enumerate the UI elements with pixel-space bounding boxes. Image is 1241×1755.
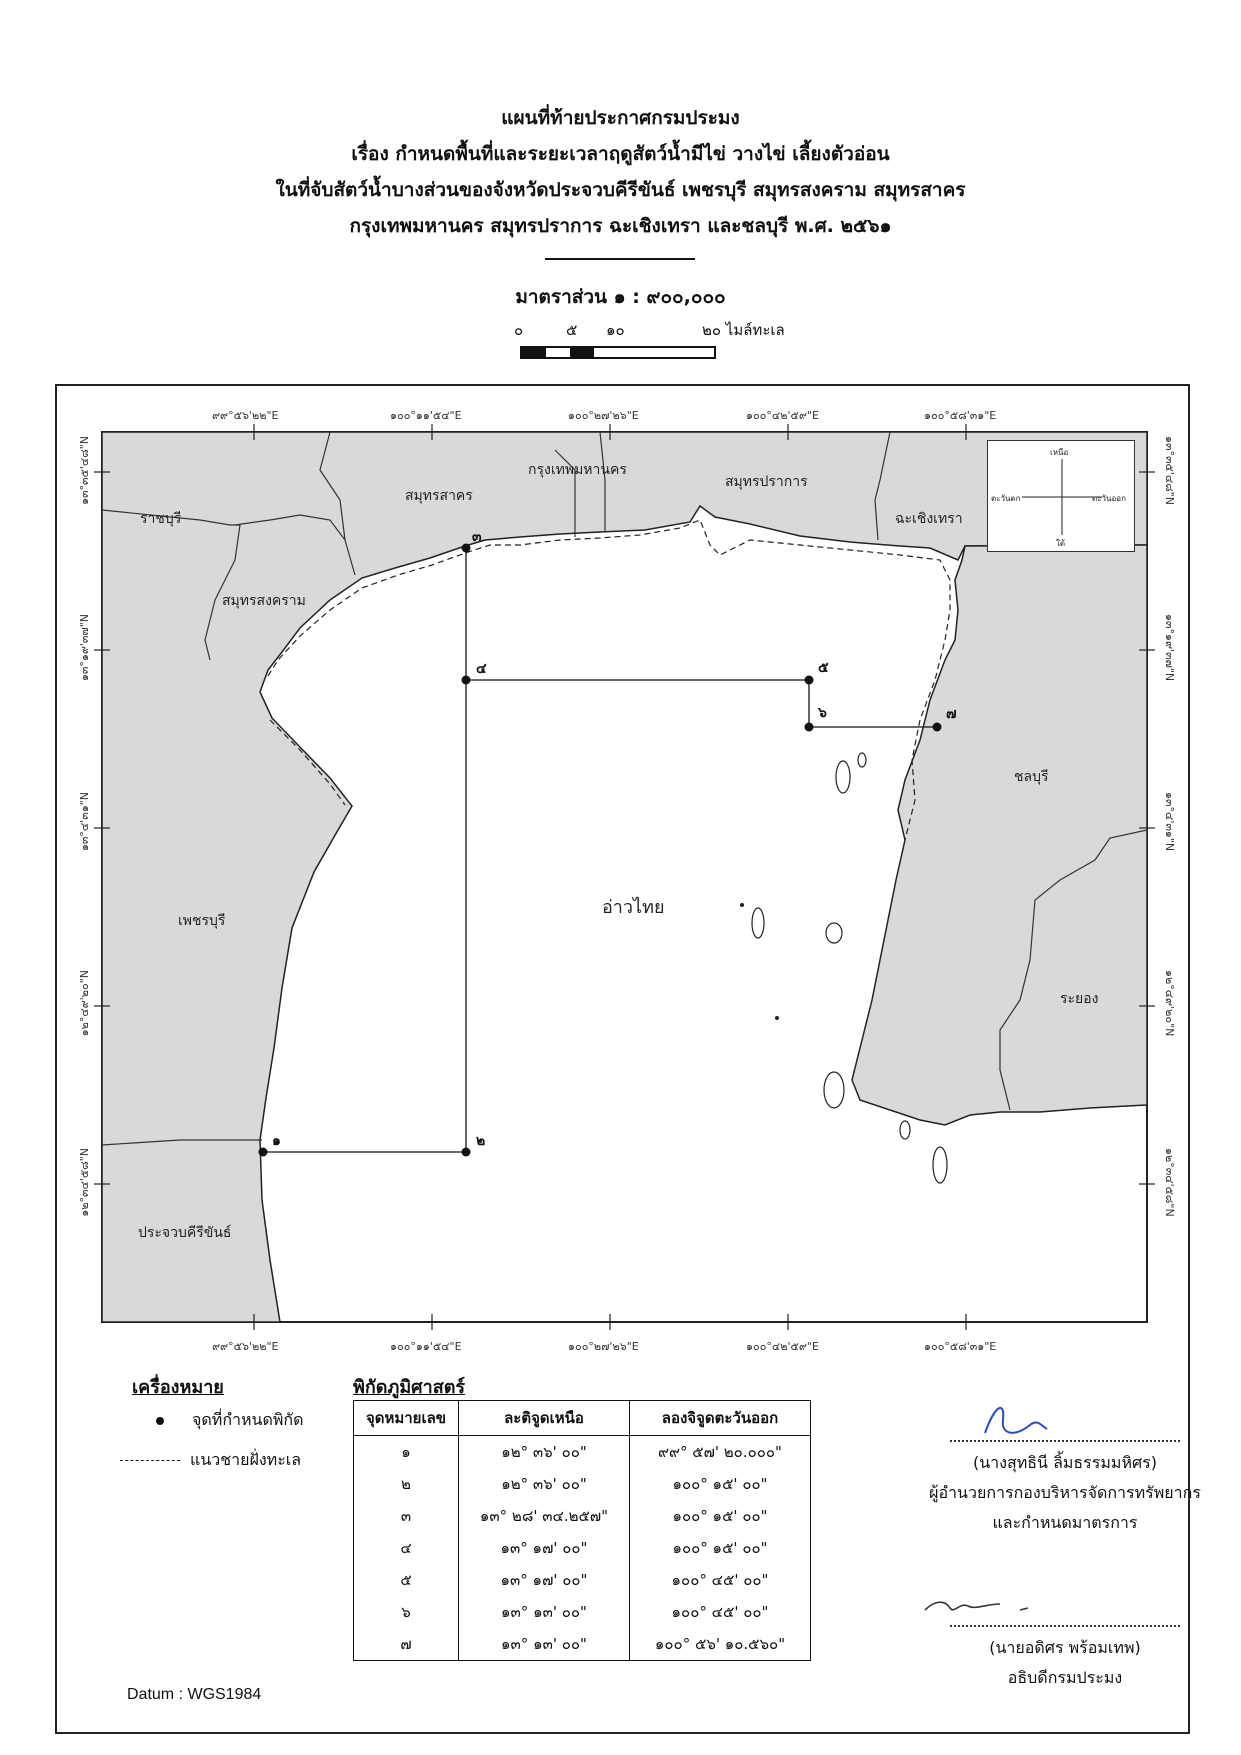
legend-dot-icon	[156, 1417, 164, 1425]
cell-lat: ๑๓° ๑๗' ๐๐"	[459, 1532, 630, 1564]
cell-lat: ๑๓° ๒๘' ๓๔.๒๕๗"	[459, 1500, 630, 1532]
lon-label-top-5: ๑๐๐°๕๘'๓๑"E	[924, 409, 997, 422]
place-phetchaburi: เพชรบุรี	[178, 913, 226, 929]
island-7	[900, 1121, 910, 1139]
lon-label-top-4: ๑๐๐°๔๒'๕๙"E	[746, 409, 819, 422]
title-line-1: แผนที่ท้ายประกาศกรมประมง	[501, 107, 740, 129]
island-3	[752, 908, 764, 938]
table-row	[354, 1468, 811, 1500]
signature-line-2	[950, 1625, 1180, 1627]
scale-ratio: มาตราส่วน ๑ : ๙๐๐,๐๐๐	[515, 286, 726, 308]
header-longitude: ลองจิจูดตะวันออก	[630, 1401, 811, 1436]
place-samut-prakan: สมุทรปราการ	[725, 474, 808, 490]
lon-label-bottom-1: ๙๙°๕๖'๒๒"E	[212, 1340, 279, 1353]
point-label-2: ๒	[476, 1133, 486, 1149]
point-label-5: ๕	[818, 660, 829, 676]
signature-line-1	[950, 1440, 1180, 1442]
lon-label-bottom-4: ๑๐๐°๔๒'๕๙"E	[746, 1340, 819, 1353]
lat-label-right-2: ๑๓°๑๙'๓๗"N	[1163, 614, 1176, 682]
island-6	[933, 1147, 947, 1183]
point-7	[933, 723, 942, 732]
signature-block-1	[895, 1440, 1235, 1538]
lat-label-right-5: ๑๒°๓๔'๕๘"N	[1163, 1148, 1176, 1217]
place-chonburi: ชลบุรี	[1014, 769, 1049, 785]
point-label-4: ๔	[476, 661, 487, 677]
table-row	[354, 1596, 811, 1628]
point-label-7: ๗	[946, 706, 957, 722]
place-ratchaburi: ราชบุรี	[140, 511, 182, 527]
lat-label-left-4: ๑๒°๔๙'๒๐"N	[78, 970, 91, 1037]
table-row	[354, 1532, 811, 1564]
island-1	[836, 761, 850, 793]
title-line-3: ในที่จับสัตว์น้ำบางส่วนของจังหวัดประจวบคีรีขันธ์ เพชรบุรี สมุทรสงคราม สมุทรสาคร	[275, 179, 966, 201]
cell-point: ๒	[354, 1468, 459, 1500]
place-prachuap: ประจวบคีรีขันธ์	[138, 1225, 232, 1241]
signature-2-mark	[920, 1592, 1060, 1622]
cell-lon: ๑๐๐° ๕๖' ๑๐.๕๖๐"	[630, 1628, 811, 1661]
point-label-1: ๑	[272, 1133, 281, 1149]
signer-1-position-1: ผู้อำนวยการกองบริหารจัดการทรัพยากร	[929, 1483, 1201, 1502]
lat-label-right-4: ๑๒°๔๙'๒๐"N	[1163, 970, 1176, 1037]
point-1	[259, 1148, 268, 1157]
table-header-row	[354, 1401, 811, 1436]
point-label-6: ๖	[818, 705, 827, 721]
scale-tick-0: ๐	[514, 321, 524, 339]
point-4	[462, 676, 471, 685]
legend-title: เครื่องหมาย	[132, 1377, 224, 1398]
compass-east: ตะวันออก	[1092, 494, 1126, 503]
table-row	[354, 1436, 811, 1469]
place-rayong: ระยอง	[1060, 991, 1099, 1007]
cell-point: ๔	[354, 1532, 459, 1564]
island-4	[826, 923, 842, 943]
cell-lon: ๙๙° ๕๗' ๒๐.๐๐๐"	[630, 1436, 811, 1469]
title-line-4: กรุงเทพมหานคร สมุทรปราการ ฉะเชิงเทรา และชลบุรี พ.ศ. ๒๕๖๑	[349, 215, 892, 237]
island-2	[858, 753, 866, 767]
scale-tick-5: ๕	[566, 321, 578, 339]
island-9	[740, 903, 744, 907]
legend-dash-icon	[120, 1460, 180, 1461]
point-3	[462, 544, 471, 553]
compass-south: ใต้	[1056, 539, 1066, 548]
scale-tick-10: ๑๐	[606, 321, 625, 339]
legend-item-point	[150, 1408, 303, 1433]
lat-label-left-5: ๑๒°๓๔'๕๘"N	[78, 1148, 91, 1217]
place-samut-songkhram: สมุทรสงคราม	[222, 593, 306, 609]
table-row	[354, 1628, 811, 1661]
cell-point: ๓	[354, 1500, 459, 1532]
lon-label-top-3: ๑๐๐°๒๗'๒๖"E	[568, 409, 639, 422]
cell-lon: ๑๐๐° ๔๕' ๐๐"	[630, 1564, 811, 1596]
point-6	[805, 723, 814, 732]
lon-label-bottom-5: ๑๐๐°๕๘'๓๑"E	[924, 1340, 997, 1353]
lon-label-top-1: ๙๙°๕๖'๒๒"E	[212, 409, 279, 422]
signer-1-position-2: และกำหนดมาตรการ	[992, 1513, 1138, 1532]
table-row	[354, 1500, 811, 1532]
signature-block-2	[895, 1625, 1235, 1693]
cell-lat: ๑๒° ๓๖' ๐๐"	[459, 1436, 630, 1469]
island-5	[824, 1072, 844, 1108]
place-samut-sakhon: สมุทรสาคร	[405, 488, 473, 504]
datum-label: Datum : WGS1984	[127, 1686, 262, 1703]
legend-point-label: จุดที่กำหนดพิกัด	[192, 1410, 304, 1429]
place-gulf-of-thailand: อ่าวไทย	[602, 897, 665, 918]
lon-label-bottom-2: ๑๐๐°๑๑'๕๔"E	[390, 1340, 462, 1353]
cell-lon: ๑๐๐° ๑๕' ๐๐"	[630, 1500, 811, 1532]
cell-lat: ๑๓° ๑๗' ๐๐"	[459, 1564, 630, 1596]
place-chachoengsao: ฉะเชิงเทรา	[895, 511, 963, 527]
legend-coastline-label: แนวชายฝั่งทะเล	[190, 1450, 302, 1469]
lon-label-top-2: ๑๐๐°๑๑'๕๔"E	[390, 409, 462, 422]
table-row	[354, 1564, 811, 1596]
point-5	[805, 676, 814, 685]
lat-label-left-3: ๑๓°๔'๓๑"N	[78, 792, 91, 852]
lon-label-bottom-3: ๑๐๐°๒๗'๒๖"E	[568, 1340, 639, 1353]
lat-label-left-1: ๑๓°๓๕'๔๘"N	[78, 436, 91, 505]
lat-label-right-3: ๑๓°๔'๓๑"N	[1163, 792, 1176, 852]
cell-lon: ๑๐๐° ๑๕' ๐๐"	[630, 1532, 811, 1564]
cell-point: ๑	[354, 1436, 459, 1469]
coordinates-table	[353, 1400, 811, 1661]
legend-item-coastline	[120, 1448, 301, 1473]
header-latitude: ละติจูดเหนือ	[459, 1401, 630, 1436]
signer-2-name: (นายอดิศร พร้อมเทพ)	[989, 1638, 1141, 1657]
compass-north: เหนือ	[1050, 448, 1069, 457]
cell-lat: ๑๓° ๑๓' ๐๐"	[459, 1628, 630, 1661]
cell-lon: ๑๐๐° ๔๕' ๐๐"	[630, 1596, 811, 1628]
place-bangkok: กรุงเทพมหานคร	[528, 462, 627, 478]
cell-lon: ๑๐๐° ๑๕' ๐๐"	[630, 1468, 811, 1500]
signer-1-name: (นางสุทธินี ลิ้มธรรมมหิศร)	[972, 1453, 1157, 1472]
compass-west: ตะวันตก	[991, 494, 1021, 503]
title-line-2: เรื่อง กำหนดพื้นที่และระยะเวลาฤดูสัตว์น้ำมีไข่ วางไข่ เลี้ยงตัวอ่อน	[351, 143, 890, 165]
lat-label-left-2: ๑๓°๑๙'๓๗"N	[78, 614, 91, 682]
cell-lat: ๑๓° ๑๓' ๐๐"	[459, 1596, 630, 1628]
lat-label-right-1: ๑๓°๓๕'๔๘"N	[1163, 436, 1176, 505]
cell-lat: ๑๒° ๓๖' ๐๐"	[459, 1468, 630, 1500]
cell-point: ๗	[354, 1628, 459, 1661]
island-8	[775, 1016, 779, 1020]
point-label-3: ๓	[472, 529, 482, 545]
coordinates-title: พิกัดภูมิศาสตร์	[353, 1377, 466, 1398]
cell-point: ๕	[354, 1564, 459, 1596]
signature-1-mark	[975, 1395, 1065, 1445]
scale-tick-20: ๒๐ ไมล์ทะเล	[702, 321, 785, 339]
cell-point: ๖	[354, 1596, 459, 1628]
north-arrow-box	[987, 440, 1135, 552]
point-2	[462, 1148, 471, 1157]
header-point-number: จุดหมายเลข	[354, 1401, 459, 1436]
signer-2-position: อธิบดีกรมประมง	[1007, 1668, 1123, 1687]
